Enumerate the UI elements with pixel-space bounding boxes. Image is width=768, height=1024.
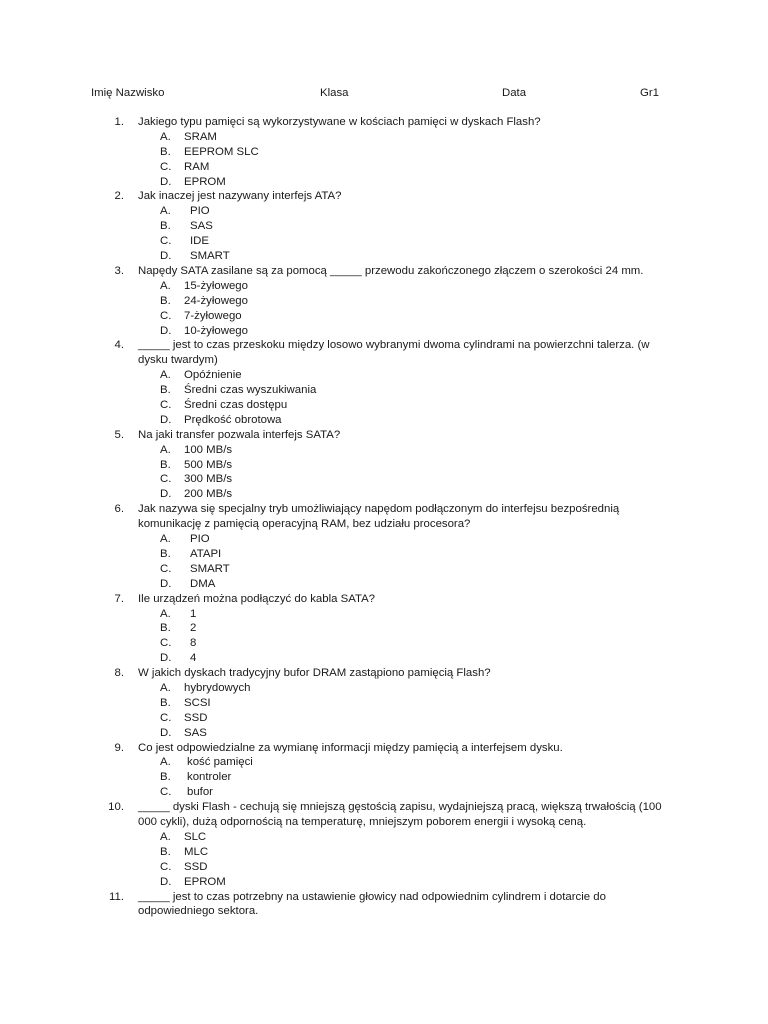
option-text: MLC [184, 845, 209, 858]
answer-option [0, 160, 768, 175]
question-text: Na jaki transfer pozwala interfejs SATA? [138, 428, 341, 441]
option-letter: A. [160, 607, 171, 620]
answer-option [0, 636, 768, 651]
option-letter: C. [160, 562, 172, 575]
option-letter: B. [160, 294, 171, 307]
option-letter: C. [160, 860, 172, 873]
answer-option [0, 249, 768, 264]
answer-option [0, 711, 768, 726]
option-text: 24-żyłowego [184, 294, 248, 307]
answer-options [0, 130, 768, 190]
question-number: 1. [114, 116, 124, 128]
option-letter: B. [160, 696, 171, 709]
answer-option [0, 755, 768, 770]
option-text: SSD [184, 711, 208, 724]
option-text: 10-żyłowego [184, 324, 248, 337]
option-text: Prędkość obrotowa [184, 413, 282, 426]
question-text: W jakich dyskach tradycyjny bufor DRAM zastąpiono pamięcią Flash? [138, 667, 491, 680]
option-letter: D. [160, 726, 172, 739]
class-label: Klasa [320, 87, 349, 99]
option-text: SMART [190, 562, 230, 575]
option-text: SLC [184, 830, 207, 843]
answer-option [0, 234, 768, 249]
answer-option [0, 681, 768, 696]
answer-option [0, 324, 768, 339]
option-letter: D. [160, 175, 172, 188]
answer-option [0, 830, 768, 845]
answer-option [0, 696, 768, 711]
question-item [0, 800, 768, 889]
question-number: 3. [114, 264, 124, 277]
question-item [0, 502, 768, 591]
option-letter: A. [160, 279, 171, 292]
option-letter: C. [160, 711, 172, 724]
question-number: 6. [114, 503, 124, 516]
answer-options [0, 681, 768, 741]
option-text: Opóźnienie [184, 369, 242, 382]
answer-option [0, 726, 768, 741]
question-item [0, 189, 768, 263]
option-letter: C. [160, 786, 172, 799]
option-text: Średni czas dostępu [184, 399, 288, 411]
answer-option [0, 607, 768, 622]
option-letter: B. [160, 622, 171, 635]
question-item [0, 264, 768, 338]
option-letter: D. [160, 577, 172, 590]
option-letter: A. [160, 756, 171, 769]
option-letter: C. [160, 473, 172, 486]
option-text: 15-żyłowego [184, 279, 248, 292]
option-letter: B. [160, 384, 171, 397]
option-text: SAS [190, 220, 213, 233]
question-list [0, 115, 768, 919]
option-letter: A. [160, 205, 171, 218]
answer-options [0, 443, 768, 503]
option-text: PIO [190, 533, 210, 546]
option-letter: A. [160, 443, 171, 456]
group-label: Gr1 [640, 87, 659, 99]
option-text: EPROM [184, 875, 226, 888]
answer-option [0, 487, 768, 502]
option-text: EEPROM SLC [184, 145, 259, 158]
answer-option [0, 443, 768, 458]
answer-option [0, 413, 768, 428]
answer-option [0, 562, 768, 577]
answer-option [0, 577, 768, 592]
option-text: 2 [190, 622, 197, 635]
question-text: Jak nazywa się specjalny tryb umożliwiający napędom podłączonym do interfejsu bezpośrednią komunikację z pamięcią operacyjną RAM, bez udziału procesora? [138, 503, 620, 531]
option-letter: B. [160, 145, 171, 158]
answer-option [0, 219, 768, 234]
option-letter: B. [160, 220, 171, 233]
option-text: 1 [190, 607, 197, 620]
option-text: SSD [184, 860, 208, 873]
option-text: SCSI [184, 696, 211, 709]
option-letter: C. [160, 160, 172, 173]
question-item [0, 592, 768, 666]
answer-options [0, 279, 768, 339]
option-text: kość pamięci [187, 756, 253, 769]
answer-options [0, 607, 768, 667]
answer-option [0, 383, 768, 398]
question-number: 2. [114, 190, 124, 203]
question-text: _____ jest to czas przeskoku między losowo wybranymi dwoma cylindrami na powierzchni talerza. (w dysku twardym) [138, 339, 650, 367]
option-text: 200 MB/s [184, 488, 233, 501]
option-text: hybrydowych [184, 682, 251, 694]
worksheet-header [0, 86, 768, 102]
option-letter: A. [160, 533, 171, 546]
answer-option [0, 860, 768, 875]
answer-option [0, 875, 768, 890]
option-letter: A. [160, 682, 171, 694]
question-text: Jakiego typu pamięci są wykorzystywane w kościach pamięci w dyskach Flash? [138, 116, 541, 128]
question-text: Napędy SATA zasilane są za pomocą _____ przewodu zakończonego złączem o szerokości 24 mm. [138, 264, 644, 277]
option-text: 8 [190, 637, 197, 650]
option-letter: D. [160, 488, 172, 501]
question-item [0, 741, 768, 801]
option-text: 300 MB/s [184, 473, 233, 486]
option-letter: A. [160, 369, 171, 382]
question-text: _____ dyski Flash - cechują się mniejszą gęstością zapisu, wydajniejszą pracą, większą trwałością (100 000 cykli), dużą odpornością na temperaturę, mniejszym poborem energii i wysoką ceną. [138, 801, 662, 829]
question-text: Ile urządzeń można podłączyć do kabla SATA? [138, 592, 376, 605]
answer-option [0, 547, 768, 562]
question-item [0, 115, 768, 189]
option-text: ATAPI [190, 547, 222, 560]
option-text: SAS [184, 726, 207, 739]
answer-option [0, 770, 768, 785]
answer-options [0, 755, 768, 800]
date-label: Data [502, 87, 527, 99]
option-text: DMA [190, 577, 216, 590]
answer-option [0, 845, 768, 860]
question-text: Co jest odpowiedzialne za wymianę informacji między pamięcią a interfejsem dysku. [138, 741, 563, 754]
answer-option [0, 532, 768, 547]
question-number: 11. [109, 890, 124, 903]
answer-option [0, 398, 768, 413]
option-text: SRAM [184, 130, 217, 143]
option-text: 100 MB/s [184, 443, 233, 456]
name-label: Imię Nazwisko [91, 87, 165, 99]
option-letter: D. [160, 875, 172, 888]
option-letter: C. [160, 235, 172, 248]
answer-option [0, 309, 768, 324]
answer-options [0, 204, 768, 264]
question-number: 9. [114, 741, 124, 754]
option-text: SMART [190, 250, 230, 263]
option-letter: D. [160, 250, 172, 263]
answer-option [0, 651, 768, 666]
option-text: EPROM [184, 175, 226, 188]
question-number: 4. [114, 339, 124, 352]
option-letter: D. [160, 652, 172, 665]
answer-option [0, 785, 768, 800]
answer-option [0, 145, 768, 160]
option-text: RAM [184, 160, 210, 173]
answer-options [0, 368, 768, 428]
question-text: Jak inaczej jest nazywany interfejs ATA? [138, 190, 342, 203]
option-letter: B. [160, 771, 171, 784]
question-item [0, 338, 768, 427]
option-letter: A. [160, 130, 171, 143]
answer-option [0, 175, 768, 190]
answer-option [0, 204, 768, 219]
answer-option [0, 621, 768, 636]
answer-option [0, 368, 768, 383]
question-item [0, 890, 768, 920]
option-text: 7-żyłowego [184, 309, 242, 322]
option-letter: D. [160, 413, 172, 426]
question-number: 5. [114, 428, 124, 441]
option-letter: A. [160, 830, 171, 843]
option-letter: B. [160, 845, 171, 858]
option-text: IDE [190, 235, 209, 248]
answer-option [0, 458, 768, 473]
option-text: 500 MB/s [184, 458, 233, 471]
option-letter: B. [160, 547, 171, 560]
answer-options [0, 532, 768, 592]
option-text: PIO [190, 205, 210, 218]
answer-option [0, 130, 768, 145]
question-item [0, 666, 768, 740]
question-number: 7. [114, 592, 124, 605]
question-text: _____ jest to czas potrzebny na ustawienie głowicy nad odpowiednim cylindrem i dotarcie do odpowiedniego sektora. [138, 890, 606, 918]
option-text: 4 [190, 652, 197, 665]
option-letter: C. [160, 637, 172, 650]
question-item [0, 428, 768, 502]
option-letter: D. [160, 324, 172, 337]
option-text: bufor [187, 786, 213, 799]
answer-option [0, 294, 768, 309]
question-number: 10. [108, 801, 124, 814]
option-text: Średni czas wyszukiwania [184, 384, 317, 397]
answer-option [0, 279, 768, 294]
question-number: 8. [114, 667, 124, 680]
answer-options [0, 830, 768, 890]
answer-option [0, 472, 768, 487]
option-letter: C. [160, 309, 172, 322]
option-letter: B. [160, 458, 171, 471]
option-letter: C. [160, 399, 172, 411]
option-text: kontroler [187, 771, 232, 784]
